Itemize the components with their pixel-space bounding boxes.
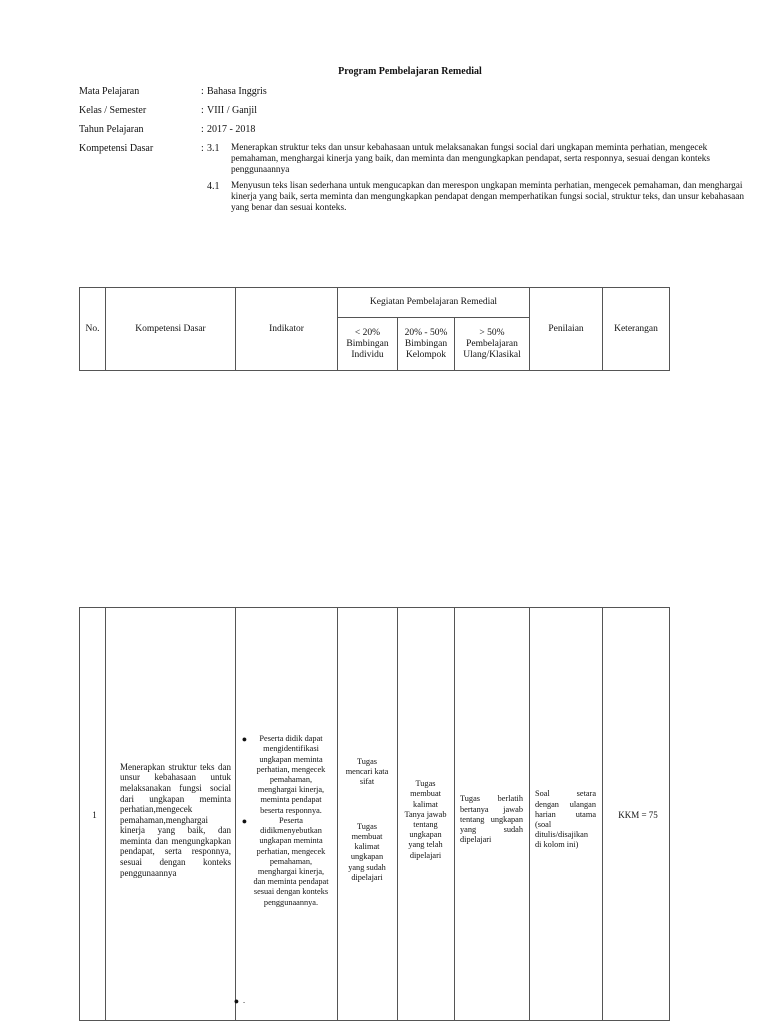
bullet-icon: ● bbox=[241, 734, 248, 745]
kd-text: Menerapkan struktur teks dan unsur kebahasaan untuk melaksanakan fungsi social dari ungkapan meminta perhatian, mengecek pemahaman, menghargai kinerja yang baik, dan meminta dan mengungkapkan pendapat, serta responnya, sesuai dengan konteks penggunaannya bbox=[231, 143, 710, 175]
bullet-icon: ● bbox=[241, 815, 248, 826]
meta-value: VIII / Ganjil bbox=[207, 105, 257, 116]
meta-label: Mata Pelajaran bbox=[79, 86, 140, 97]
meta-label: Kompetensi Dasar bbox=[79, 143, 154, 154]
bullet-icon: ● bbox=[233, 996, 240, 1006]
meta-value: Bahasa Inggris bbox=[207, 86, 267, 97]
row-number: 1 bbox=[80, 608, 106, 1021]
remedial-header-table bbox=[79, 287, 670, 371]
meta-colon: : bbox=[201, 105, 204, 116]
header-indikator: Indikator bbox=[236, 288, 338, 371]
meta-value: 2017 - 2018 bbox=[207, 124, 256, 135]
header-kompetensi-dasar: Kompetensi Dasar bbox=[106, 288, 236, 371]
header-keterangan: Keterangan bbox=[603, 288, 670, 371]
indikator-text: Peserta didik dapat mengidentifikasi ungkapan meminta perhatian, mengecek pemahaman, menghargai kinerja, meminta pendapat beserta responnya. bbox=[256, 734, 326, 815]
tugas-text: Tugas mencari kata sifat bbox=[345, 757, 389, 787]
meta-colon: : bbox=[201, 124, 204, 135]
list-item bbox=[238, 734, 331, 816]
row-keterangan: KKM = 75 bbox=[603, 608, 670, 1021]
table-row bbox=[80, 608, 670, 1021]
kd-text: Menyusun teks lisan sederhana untuk mengucapkan dan merespon ungkapan meminta perhatian, mengecek pemahaman, dan menghargai kinerja yang baik, serta meminta dan mengungkapkan pendapat dengan memperhatikan fungsi social, struktur teks, dan unsur kebahasaan yang benar dan sesuai konteks. bbox=[231, 181, 744, 213]
document-title: Program Pembelajaran Remedial bbox=[338, 66, 482, 77]
row-indikator bbox=[233, 608, 338, 1021]
meta-colon: : bbox=[201, 143, 204, 154]
list-item bbox=[238, 816, 331, 908]
header-no: No. bbox=[80, 288, 106, 371]
meta-colon: : bbox=[201, 86, 204, 97]
row-bimbingan-individu bbox=[338, 608, 398, 1021]
kd-number: 3.1 bbox=[207, 143, 220, 154]
meta-label: Tahun Pelajaran bbox=[79, 124, 144, 135]
header-kegiatan: Kegiatan Pembelajaran Remedial bbox=[338, 288, 530, 318]
header-penilaian: Penilaian bbox=[530, 288, 603, 371]
meta-label: Kelas / Semester bbox=[79, 105, 147, 116]
row-bimbingan-kelompok: Tugas membuat kalimat Tanya jawab tentang ungkapan yang telah dipelajari bbox=[398, 608, 455, 1021]
header-pembelajaran-ulang: > 50% Pembelajaran Ulang/Klasikal bbox=[455, 318, 530, 371]
remedial-body-table bbox=[79, 607, 670, 1021]
header-bimbingan-individu: < 20% Bimbingan Individu bbox=[338, 318, 398, 371]
row-penilaian: Soal setara dengan ulangan harian utama (soal ditulis/disajikan di kolom ini) bbox=[530, 608, 603, 1021]
indikator-text: Peserta didikmenyebutkan ungkapan meminta perhatian, mengecek pemahaman, menghargai kinerja, dan meminta pendapat sesuai dengan konteks penggunaannya. bbox=[253, 815, 329, 907]
header-bimbingan-kelompok: 20% - 50% Bimbingan Kelompok bbox=[398, 318, 455, 371]
indikator-text: . bbox=[243, 996, 246, 1005]
list-item bbox=[230, 996, 245, 1006]
tugas-text: Tugas membuat kalimat ungkapan yang sudah dipelajari bbox=[348, 821, 386, 882]
row-pembelajaran-ulang: Tugas berlatih bertanya jawab tentang ungkapan yang sudah dipelajari bbox=[455, 608, 530, 1021]
kd-number: 4.1 bbox=[207, 181, 220, 192]
row-kompetensi-dasar: Menerapkan struktur teks dan unsur kebahasaan untuk melaksanakan fungsi social dari ungkapan meminta perhatian,mengecek pemahaman,menghargai kinerja yang baik, dan meminta dan mengungkapkan pendapat, serta responnya, sesuai dengan konteks penggunaannya bbox=[106, 608, 236, 1021]
